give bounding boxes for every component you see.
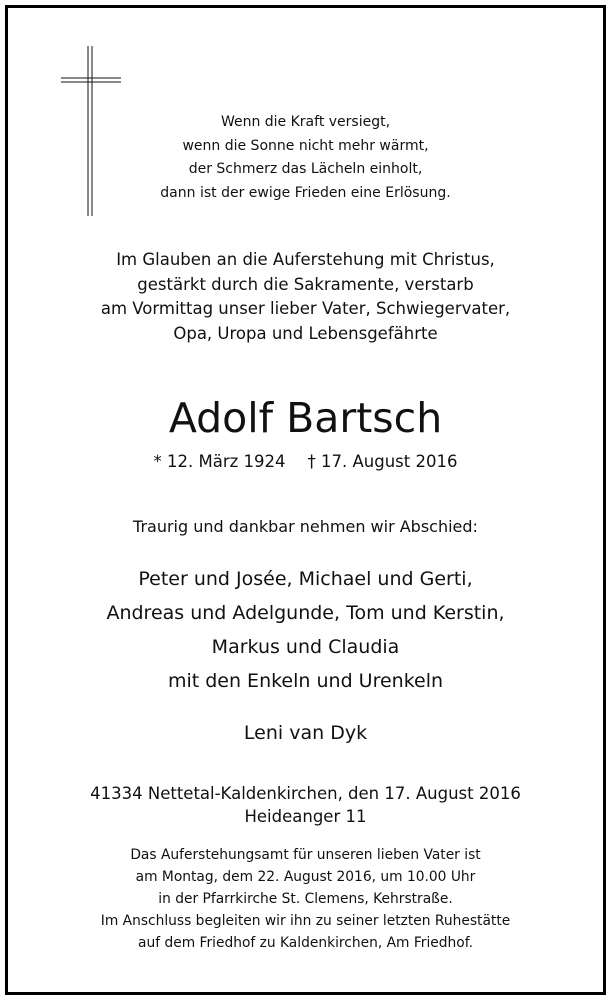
poem-line: wenn die Sonne nicht mehr wärmt, — [182, 137, 429, 154]
mourners-line: Andreas und Adelgunde, Tom und Kerstin, — [106, 602, 505, 624]
intro-line: gestärkt durch die Sakramente, verstarb — [137, 274, 474, 294]
service-line: am Montag, dem 22. August 2016, um 10.00 Uhr — [135, 869, 476, 885]
street-address: Heideanger 11 — [244, 807, 367, 826]
mourners-list — [8, 562, 603, 698]
birth-date: * 12. März 1924 — [153, 452, 286, 471]
service-info — [8, 844, 603, 954]
death-date: † 17. August 2016 — [307, 452, 458, 471]
service-line: auf dem Friedhof zu Kaldenkirchen, Am Friedhof. — [138, 935, 473, 951]
address-block — [8, 782, 603, 828]
poem — [8, 111, 603, 205]
mourners-line: Markus und Claudia — [211, 636, 400, 658]
intro-text — [8, 248, 603, 346]
intro-line: Im Glauben an die Auferstehung mit Christus, — [116, 250, 495, 269]
partner-name: Leni van Dyk — [243, 722, 368, 744]
farewell-line: Traurig und dankbar nehmen wir Abschied: — [133, 517, 478, 536]
mourners-line: mit den Enkeln und Urenkeln — [167, 670, 444, 692]
place-date: 41334 Nettetal-Kaldenkirchen, den 17. August 2016 — [90, 784, 521, 803]
intro-line: Opa, Uropa und Lebensgefährte — [173, 323, 438, 343]
intro-line: am Vormittag unser lieber Vater, Schwiegervater, — [100, 299, 511, 318]
service-line: Im Anschluss begleiten wir ihn zu seiner letzten Ruhestätte — [100, 913, 511, 929]
poem-line: Wenn die Kraft versiegt, — [220, 114, 391, 130]
poem-line: der Schmerz das Lächeln einholt, — [188, 161, 423, 177]
deceased-name: Adolf Bartsch — [168, 394, 443, 442]
life-dates — [8, 451, 603, 473]
obituary-frame — [5, 5, 606, 995]
mourners-line: Peter und Josée, Michael und Gerti, — [138, 568, 473, 590]
poem-line: dann ist der ewige Frieden eine Erlösung. — [160, 184, 451, 201]
service-line: in der Pfarrkirche St. Clemens, Kehrstraße. — [158, 891, 453, 907]
service-line: Das Auferstehungsamt für unseren lieben Vater ist — [130, 847, 481, 863]
